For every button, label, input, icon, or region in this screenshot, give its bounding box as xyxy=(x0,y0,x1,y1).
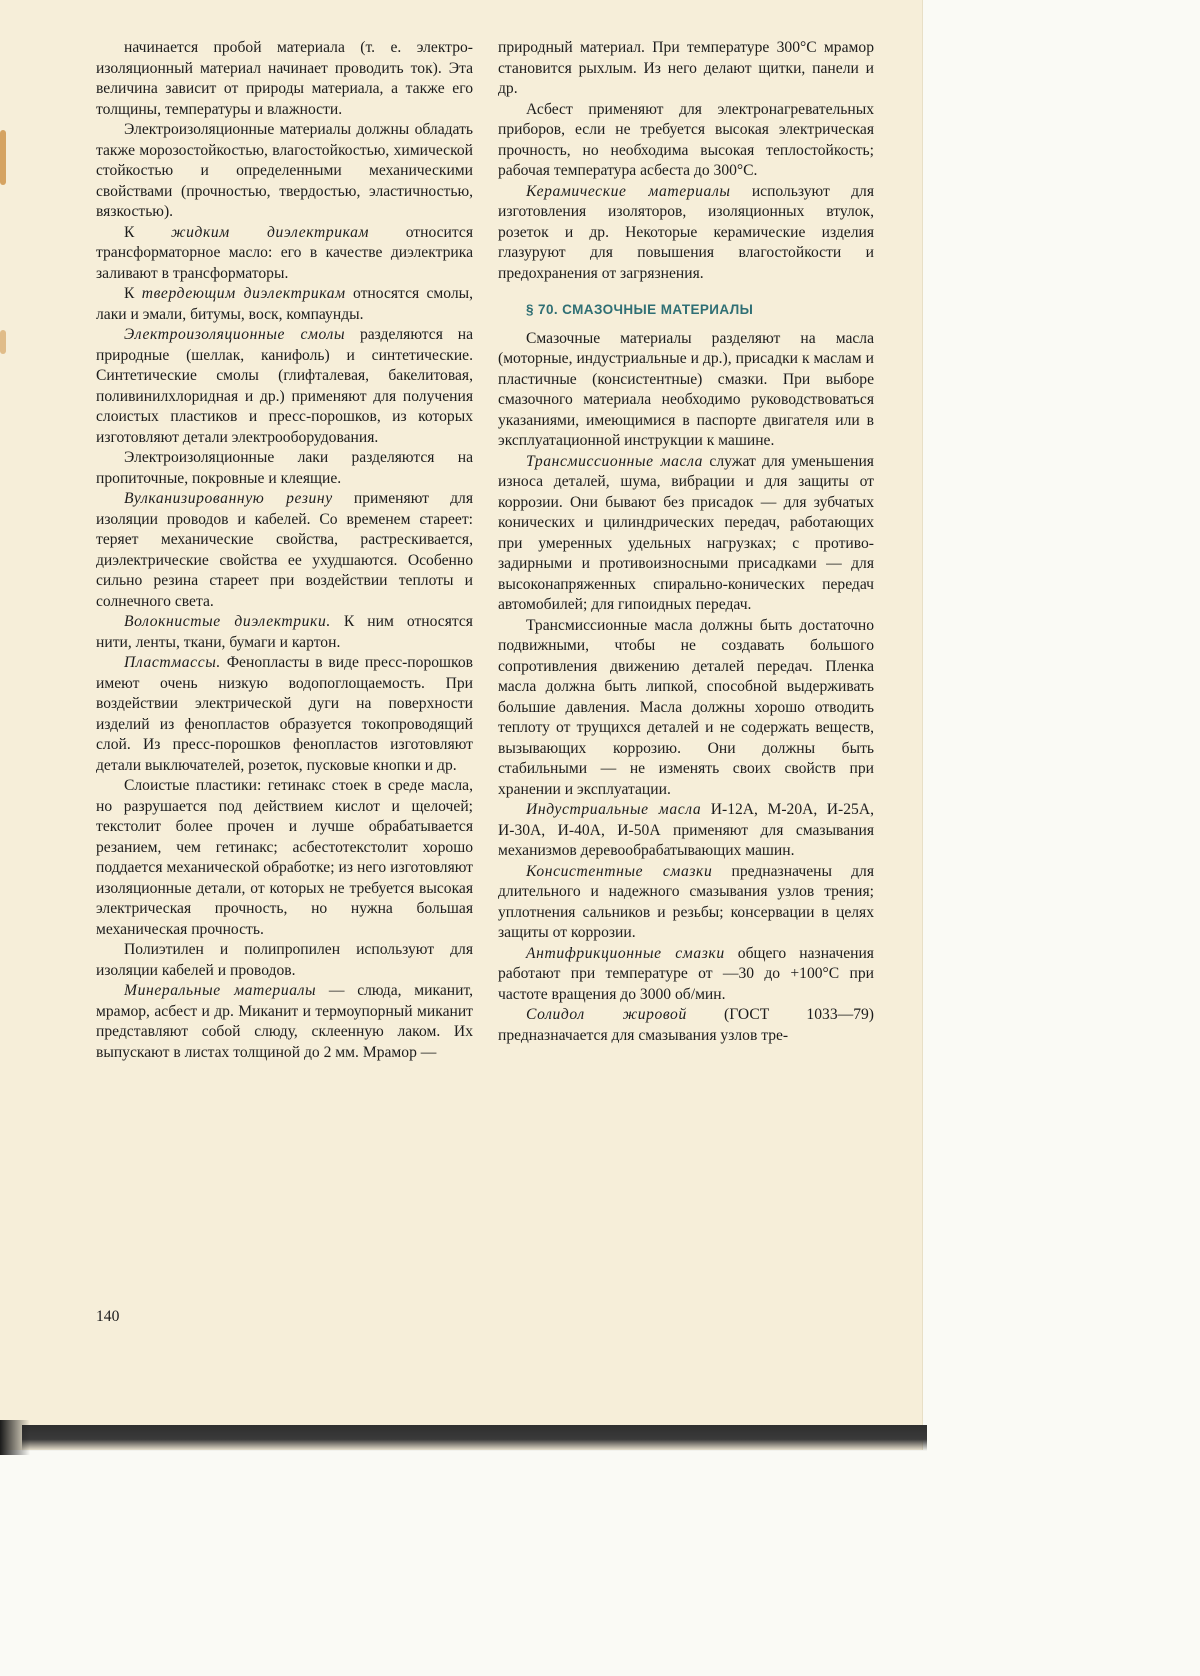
paragraph xyxy=(96,38,473,120)
text-run: К xyxy=(124,223,171,241)
text-column-right xyxy=(498,38,874,1046)
paragraph xyxy=(96,120,473,223)
text-run: предназначены для длительного и надежного смазывания узлов трения; уплотнения сальников и резьбы; консервации в целях защиты от коррозии. xyxy=(498,862,874,941)
paragraph xyxy=(96,612,473,653)
italic-term: Антифрикционные смазки xyxy=(526,944,725,962)
text-run: используют для изготовления изоляторов, изоляционных втулок, розеток и др. Некоторые керамические изделия глазуруют для повышения влагостойкости и предохранения от загрязнения. xyxy=(498,182,874,282)
italic-term: твердеющим диэлектрикам xyxy=(141,285,346,302)
text-run: применяют для изоляции проводов и кабелей. Со временем стареет: теряет механические свойства, растрескивается, диэлектрические свойства ее ухудшаются. Особенно сильно резина стареет при воздействии теплоты и солнечного света. xyxy=(96,490,473,610)
text-run: разделяются на природные (шеллак, канифоль) и синтетические. Синтетические смолы (глифталевая, бакелитовая, поливинилхлоридная и др.) применяют для получения слоистых пластиков и пресс-порошков, из которых изготовляют детали электрооборудования. xyxy=(96,326,473,446)
text-run: К xyxy=(124,285,142,302)
paragraph xyxy=(96,940,473,981)
paragraph xyxy=(96,284,473,325)
paragraph xyxy=(498,38,874,100)
text-run: природный материал. При температуре 300°С мрамор становится рыхлым. Из него делают щитки, панели и др. xyxy=(498,39,874,97)
italic-term: Керамические материалы xyxy=(526,182,731,200)
paragraph xyxy=(498,182,874,285)
paragraph xyxy=(96,776,473,940)
paragraph xyxy=(498,616,874,801)
italic-term: Индустриальные масла xyxy=(526,801,702,818)
text-run: К ним относятся нити, ленты, ткани, бумаги и картон. xyxy=(96,613,473,651)
paragraph xyxy=(96,489,473,612)
text-run: Асбест применяют для электронагревательных приборов, если не требуется высокая электрическая прочность, но необходима высокая теплостойкость; рабочая температура асбеста до 300°С. xyxy=(498,100,874,179)
page-edge-shadow xyxy=(0,1420,30,1455)
text-run: общего назначения работают при температуре от —30 до +100°С при частоте вращения до 3000 об/мин. xyxy=(498,944,874,1003)
paragraph xyxy=(498,1005,874,1046)
binding-stain xyxy=(0,130,6,185)
text-run: относятся смолы, лаки и эмали, битумы, воск, компаунды. xyxy=(96,285,473,323)
italic-term: Минеральные материалы xyxy=(124,982,317,999)
paragraph xyxy=(96,325,473,448)
page-edge-shadow xyxy=(22,1425,927,1451)
paragraph xyxy=(498,944,874,1006)
text-run: начинается пробой материала (т. е. электроизоляционный материал начинает проводить ток). Эта величина зависит от природы материала, а также его толщины, температуры и влажности. xyxy=(96,39,473,118)
italic-term: Солидол жировой xyxy=(526,1006,687,1023)
paragraph xyxy=(498,100,874,182)
paragraph xyxy=(498,800,874,862)
paragraph xyxy=(96,223,473,285)
text-run: И-12А, М-20А, И-25А, И-30А, И-40А, И-50А применяют для смазывания механизмов деревообрабатывающих машин. xyxy=(498,801,874,859)
italic-term: Трансмиссионные масла xyxy=(526,452,704,470)
text-run: Слоистые пластики: гетинакс стоек в среде масла, но разрушается под действием кислот и щелочей; текстолит более прочен и лучше обрабатывается резанием, чем гетинакс; асбестотекстолит хорошо поддается механической обработке; из него изготовляют изоляционные детали, от которых не требуется высокая электрическая прочность, но нужна большая механическая прочность. xyxy=(96,777,473,938)
page-number: 140 xyxy=(96,1308,120,1325)
section-heading xyxy=(498,300,874,321)
italic-term: Пластмассы. xyxy=(124,654,221,671)
text-run: — слюда, миканит, мрамор, асбест и др. Миканит и термоупорный миканит представляют собой слюду, склеенную лаком. Их выпускают в листах толщиной до 2 мм. Мрамор — xyxy=(96,982,473,1061)
paragraph xyxy=(96,653,473,776)
italic-term: жидким диэлектрикам xyxy=(171,223,370,241)
text-run: Электроизоляционные лаки разделяются на пропиточные, покровные и клеящие. xyxy=(96,449,473,487)
binding-stain xyxy=(0,330,6,354)
italic-term: Вулканизированную резину xyxy=(124,490,333,507)
italic-term: Электроизоляционные смолы xyxy=(124,326,346,343)
text-run: служат для уменьшения износа деталей, шума, вибрации и для защиты от коррозии. Они бывают без присадок — для зубчатых конических и цилиндрических передач, работающих при умеренных удельных нагрузках; с противозадирными и противоизносными присадками — для высоконапряженных спирально-конических передач автомобилей; для гипоидных передач. xyxy=(498,452,874,613)
text-run: Смазочные материалы разделяют на масла (моторные, индустриальные и др.), присадки к маслам и пластичные (консистентные) смазки. При выборе смазочного материала необходимо руководствоваться указаниями, имеющимися в паспорте двигателя или в эксплуатационной инструкции к машине. xyxy=(498,329,874,449)
text-column-left xyxy=(96,38,473,1063)
text-run: Фенопласты в виде пресс-порошков имеют очень низкую водопоглощаемость. При воздействии электрической дуги на поверхности изделий из фенопластов образуется токопроводящий слой. Из пресс-порошков фенопластов изготовляют детали выключателей, розеток, пусковые кнопки и др. xyxy=(96,654,473,774)
italic-term: Волокнистые диэлектрики. xyxy=(124,613,331,630)
text-run: (ГОСТ 1033—79) предназначается для смазывания узлов тре- xyxy=(498,1006,875,1044)
text-run: относится трансформаторное масло: его в качестве диэлектрика заливают в трансформаторы. xyxy=(96,223,473,282)
paragraph xyxy=(498,862,874,944)
paragraph xyxy=(498,329,874,452)
text-run: Полиэтилен и полипропилен используют для изоляции кабелей и проводов. xyxy=(96,941,473,979)
paragraph xyxy=(96,981,473,1063)
text-run: Электроизоляционные материалы должны обладать также морозостойкостью, влагостойкостью, химической стойкостью и определенными механическими свойствами (прочностью, твердостью, эластичностью, вязкостью). xyxy=(96,121,473,220)
paragraph xyxy=(498,452,874,616)
text-run: § 70. СМАЗОЧНЫЕ МАТЕРИАЛЫ xyxy=(526,302,754,317)
italic-term: Консистентные смазки xyxy=(526,862,713,880)
paragraph xyxy=(96,448,473,489)
text-run: Трансмиссионные масла должны быть достаточно подвижными, чтобы не создавать большого сопротивления движению деталей передач. Пленка масла должна быть липкой, способной выдерживать большие давления. Масла должны хорошо отводить теплоту от трущихся деталей и не содержать веществ, вызывающих коррозию. Они должны быть стабильными — не изменять своих свойств при хранении и эксплуатации. xyxy=(498,616,874,798)
